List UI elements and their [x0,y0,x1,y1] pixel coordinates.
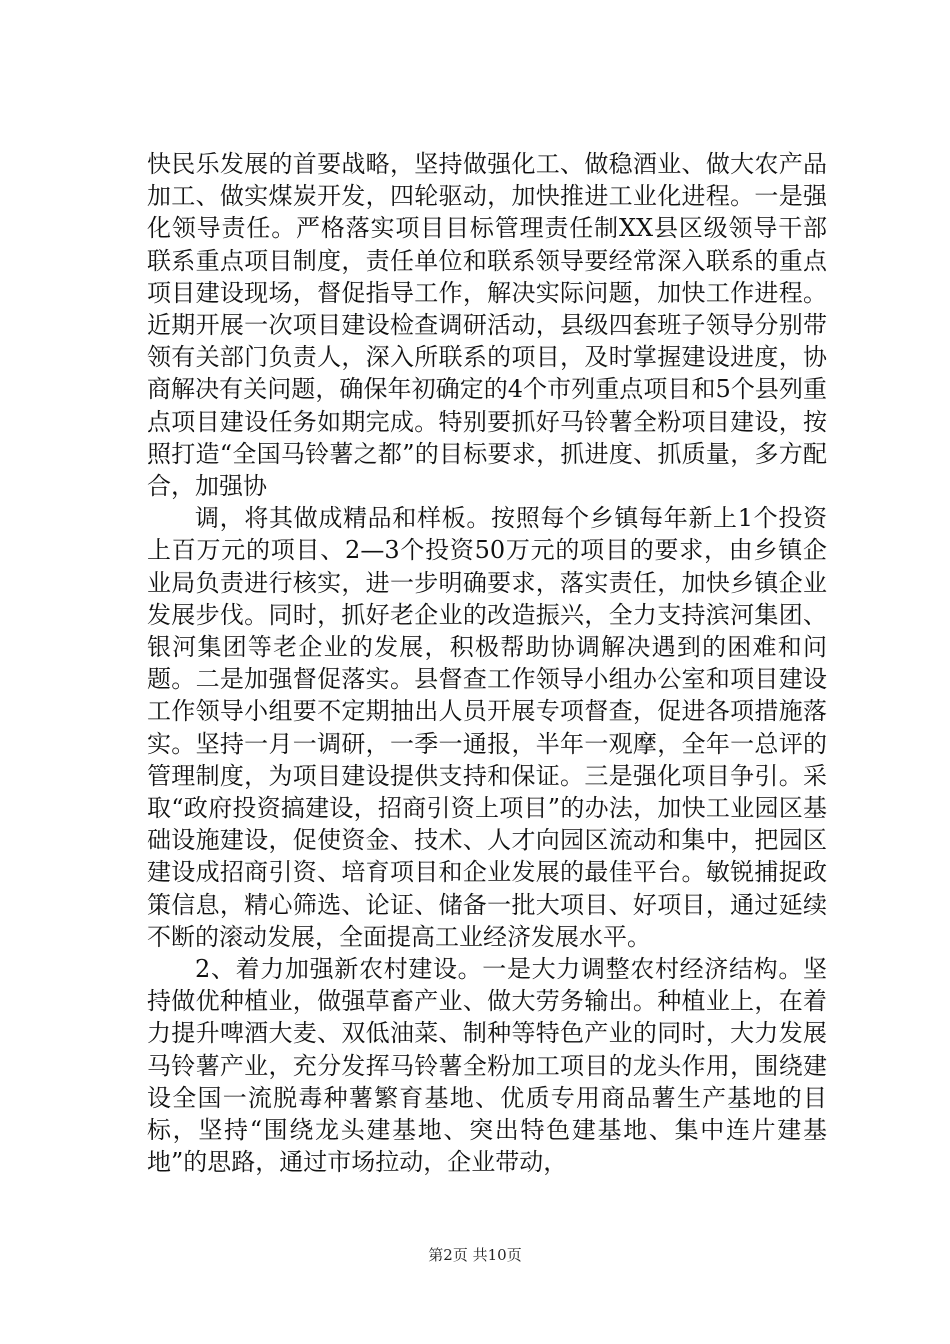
paragraph-2: 调，将其做成精品和样板。按照每个乡镇每年新上1个投资上百万元的项目、2—3个投资50万元的项目的要求，由乡镇企业局负责进行核实，进一步明确要求，落实责任，加快乡镇企业发展步伐。同时，抓好老企业的改造振兴，全力支持滨河集团、银河集团等老企业的发展，积极帮助协调解决遇到的困难和问题。二是加强督促落实。县督查工作领导小组办公室和项目建设工作领导小组要不定期抽出人员开展专项督查，促进各项措施落实。坚持一月一调研，一季一通报，半年一观摩，全年一总评的管理制度，为项目建设提供支持和保证。三是强化项目争引。采取“政府投资搞建设，招商引资上项目”的办法，加快工业园区基础设施建设，促使资金、技术、人才向园区流动和集中，把园区建设成招商引资、培育项目和企业发展的最佳平台。敏锐捕捉政策信息，精心筛选、论证、储备一批大项目、好项目，通过延续不断的滚动发展，全面提高工业经济发展水平。 [147,504,827,951]
paragraph-1: 快民乐发展的首要战略，坚持做强化工、做稳酒业、做大农产品加工、做实煤炭开发，四轮驱动，加快推进工业化进程。一是强化领导责任。严格落实项目目标管理责任制XX县区级领导干部联系重点项目制度，责任单位和联系领导要经常深入联系的重点项目建设现场，督促指导工作，解决实际问题，加快工作进程。近期开展一次项目建设检查调研活动，县级四套班子领导分别带领有关部门负责人，深入所联系的项目，及时掌握建设进度，协商解决有关问题，确保年初确定的4个市列重点项目和5个县列重点项目建设任务如期完成。特别要抓好马铃薯全粉项目建设，按照打造“全国马铃薯之都”的目标要求，抓进度、抓质量，多方配合，加强协 [147,150,827,501]
paragraph-3: 2、着力加强新农村建设。一是大力调整农村经济结构。坚持做优种植业，做强草畜产业、做大劳务输出。种植业上，在着力提升啤酒大麦、双低油菜、制种等特色产业的同时，大力发展马铃薯产业，充分发挥马铃薯全粉加工项目的龙头作用，围绕建设全国一流脱毒种薯繁育基地、优质专用商品薯生产基地的目标，坚持“围绕龙头建基地、突出特色建基地、集中连片建基地”的思路，通过市场拉动，企业带动， [147,955,827,1177]
document-body [147,148,827,1179]
page-number-footer: 第2页 共10页 [428,1246,522,1264]
